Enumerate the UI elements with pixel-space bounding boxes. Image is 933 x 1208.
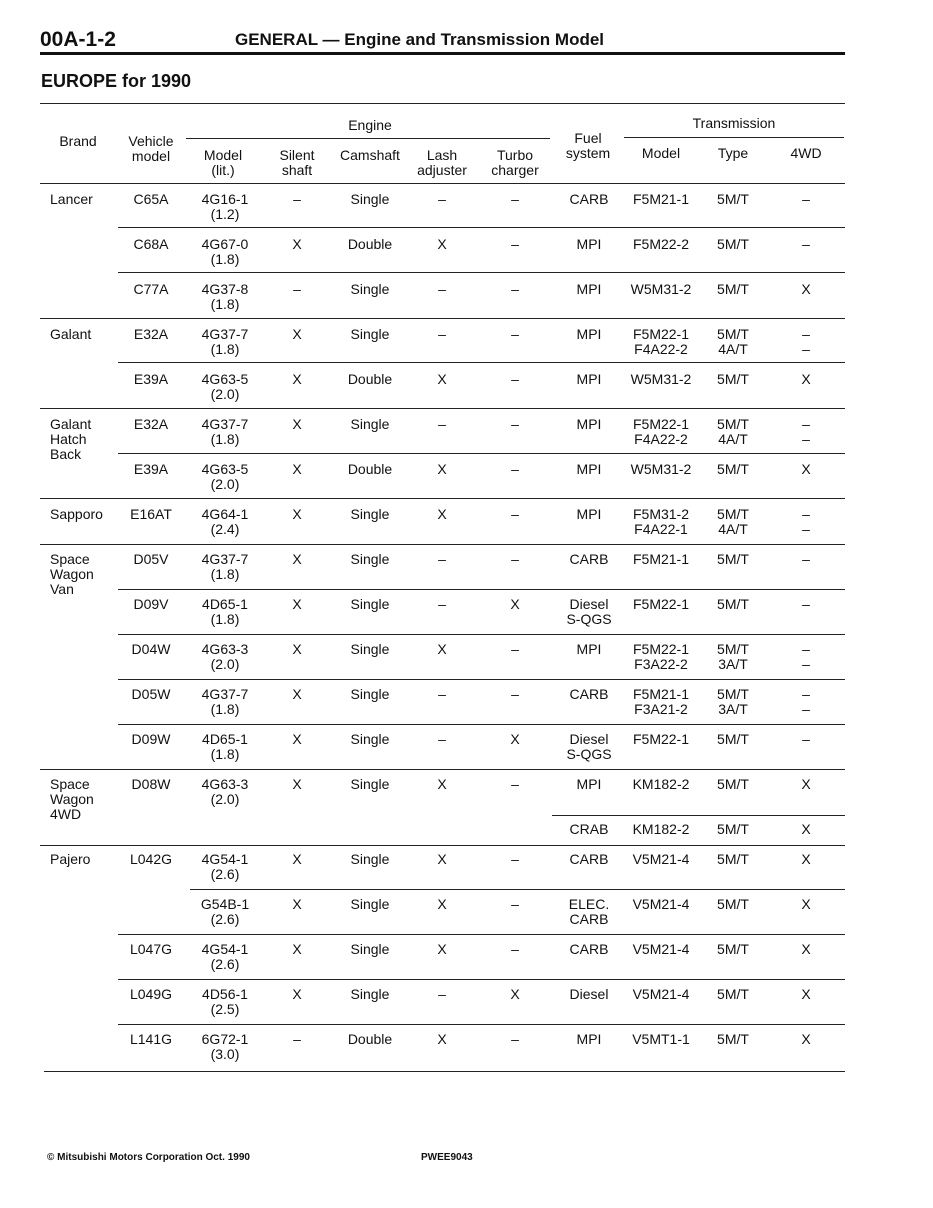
cell-silent-shaft: X <box>292 551 302 567</box>
cell-lash-adjuster: – <box>438 551 446 567</box>
cell-lash-adjuster: X <box>437 506 447 522</box>
row-separator <box>118 634 845 635</box>
cell-lash-adjuster: X <box>437 461 447 477</box>
header-vehicle-model: Vehicle model <box>128 133 174 164</box>
section-title: EUROPE for 1990 <box>41 71 192 91</box>
cell-turbo-charger: – <box>511 941 519 957</box>
cell-vehicle-model: D05W <box>131 686 171 702</box>
cell-4wd: X <box>801 281 811 297</box>
header-trans-type: Type <box>717 145 749 161</box>
cell-fuel-system: MPI <box>576 1031 602 1047</box>
cell-trans-type: 5M/T 4A/T <box>717 326 749 357</box>
cell-turbo-charger: X <box>510 596 520 612</box>
header-rule <box>40 52 845 55</box>
cell-silent-shaft: X <box>292 371 302 387</box>
cell-trans-model: F5M21-1 <box>632 551 690 567</box>
cell-trans-type: 5M/T <box>717 851 749 867</box>
cell-vehicle-model: C68A <box>133 236 169 252</box>
cell-4wd: – – <box>802 326 810 357</box>
cell-brand: Space Wagon Van <box>50 551 94 597</box>
cell-4wd: X <box>801 371 811 387</box>
cell-camshaft: Single <box>350 851 390 867</box>
cell-brand: Galant Hatch Back <box>50 416 92 462</box>
cell-trans-model: F5M22-1 <box>632 731 690 747</box>
cell-engine-model: 4G63-3 (2.0) <box>201 641 249 672</box>
cell-4wd: X <box>801 461 811 477</box>
row-separator <box>118 272 845 273</box>
cell-fuel-system: ELEC. CARB <box>568 896 610 927</box>
cell-fuel-system: MPI <box>576 506 602 522</box>
cell-trans-type: 5M/T 3A/T <box>717 641 749 672</box>
cell-silent-shaft: X <box>292 596 302 612</box>
header-silent-shaft: Silent shaft <box>279 147 315 178</box>
cell-camshaft: Single <box>350 191 390 207</box>
cell-fuel-system: MPI <box>576 776 602 792</box>
table-top-rule <box>40 103 845 104</box>
cell-4wd: X <box>801 821 811 837</box>
cell-lash-adjuster: – <box>438 596 446 612</box>
cell-camshaft: Single <box>350 326 390 342</box>
cell-camshaft: Double <box>347 371 393 387</box>
row-separator <box>40 845 845 846</box>
cell-trans-type: 5M/T <box>717 281 749 297</box>
cell-4wd: – – <box>802 506 810 537</box>
cell-trans-model: W5M31-2 <box>630 461 692 477</box>
row-separator <box>118 979 845 980</box>
cell-lash-adjuster: – <box>438 986 446 1002</box>
cell-engine-model: 4G37-7 (1.8) <box>201 326 249 357</box>
cell-4wd: X <box>801 851 811 867</box>
cell-silent-shaft: X <box>292 506 302 522</box>
cell-turbo-charger: X <box>510 986 520 1002</box>
cell-silent-shaft: X <box>292 896 302 912</box>
cell-camshaft: Single <box>350 776 390 792</box>
cell-4wd: – <box>802 551 810 567</box>
cell-lash-adjuster: – <box>438 686 446 702</box>
cell-turbo-charger: – <box>511 326 519 342</box>
cell-vehicle-model: D04W <box>131 641 171 657</box>
cell-silent-shaft: X <box>292 686 302 702</box>
row-separator <box>118 362 845 363</box>
cell-fuel-system: CRAB <box>569 821 609 837</box>
cell-vehicle-model: D08W <box>131 776 171 792</box>
cell-engine-model: 4G54-1 (2.6) <box>201 851 249 882</box>
cell-brand: Space Wagon 4WD <box>50 776 94 822</box>
cell-lash-adjuster: X <box>437 941 447 957</box>
cell-vehicle-model: E32A <box>133 326 169 342</box>
cell-turbo-charger: – <box>511 506 519 522</box>
cell-4wd: X <box>801 986 811 1002</box>
cell-camshaft: Double <box>347 236 393 252</box>
cell-silent-shaft: X <box>292 986 302 1002</box>
row-separator <box>118 1024 845 1025</box>
row-separator <box>118 934 845 935</box>
cell-camshaft: Single <box>350 641 390 657</box>
cell-engine-model: 6G72-1 (3.0) <box>201 1031 249 1062</box>
row-separator <box>40 769 845 770</box>
cell-turbo-charger: – <box>511 371 519 387</box>
cell-trans-type: 5M/T 4A/T <box>717 506 749 537</box>
cell-turbo-charger: – <box>511 776 519 792</box>
header-trans-model: Model <box>641 145 681 161</box>
cell-camshaft: Single <box>350 506 390 522</box>
cell-lash-adjuster: X <box>437 236 447 252</box>
cell-trans-model: V5M21-4 <box>632 941 690 957</box>
cell-trans-model: F5M22-2 <box>632 236 690 252</box>
cell-turbo-charger: – <box>511 551 519 567</box>
header-fuel-system: Fuel system <box>565 130 611 161</box>
cell-silent-shaft: X <box>292 236 302 252</box>
cell-engine-model: 4G37-7 (1.8) <box>201 686 249 717</box>
page-header <box>40 28 845 52</box>
cell-camshaft: Single <box>350 731 390 747</box>
row-separator <box>118 724 845 725</box>
cell-fuel-system: Diesel S-QGS <box>566 596 612 627</box>
row-separator <box>190 889 845 890</box>
row-separator <box>40 408 845 409</box>
cell-trans-type: 5M/T <box>717 821 749 837</box>
cell-turbo-charger: – <box>511 236 519 252</box>
cell-trans-model: V5MT1-1 <box>632 1031 690 1047</box>
cell-turbo-charger: – <box>511 641 519 657</box>
cell-4wd: X <box>801 941 811 957</box>
header-camshaft: Camshaft <box>340 147 400 163</box>
cell-lash-adjuster: – <box>438 731 446 747</box>
cell-turbo-charger: – <box>511 191 519 207</box>
cell-camshaft: Single <box>350 281 390 297</box>
cell-trans-type: 5M/T <box>717 236 749 252</box>
cell-vehicle-model: L049G <box>129 986 173 1002</box>
cell-engine-model: 4D65-1 (1.8) <box>202 731 248 762</box>
cell-silent-shaft: – <box>293 1031 301 1047</box>
cell-lash-adjuster: – <box>438 191 446 207</box>
cell-engine-model: 4G16-1 (1.2) <box>201 191 249 222</box>
cell-turbo-charger: – <box>511 281 519 297</box>
header-4wd: 4WD <box>790 145 822 161</box>
cell-camshaft: Single <box>350 941 390 957</box>
cell-turbo-charger: X <box>510 731 520 747</box>
cell-silent-shaft: X <box>292 851 302 867</box>
cell-trans-model: F5M22-1 F4A22-2 <box>632 326 690 357</box>
cell-trans-type: 5M/T <box>717 941 749 957</box>
cell-vehicle-model: L047G <box>129 941 173 957</box>
cell-trans-type: 5M/T <box>717 896 749 912</box>
cell-turbo-charger: – <box>511 851 519 867</box>
cell-trans-type: 5M/T <box>717 371 749 387</box>
cell-vehicle-model: C65A <box>133 191 169 207</box>
row-separator <box>118 453 845 454</box>
cell-4wd: – – <box>802 416 810 447</box>
cell-trans-type: 5M/T <box>717 461 749 477</box>
cell-fuel-system: MPI <box>576 641 602 657</box>
header-brand: Brand <box>59 133 97 149</box>
cell-engine-model: 4G54-1 (2.6) <box>201 941 249 972</box>
cell-vehicle-model: E39A <box>133 371 169 387</box>
cell-vehicle-model: E39A <box>133 461 169 477</box>
cell-brand: Pajero <box>50 851 91 867</box>
cell-4wd: – – <box>802 686 810 717</box>
header-bottom-rule <box>40 183 845 184</box>
cell-trans-model: F5M22-1 F4A22-2 <box>632 416 690 447</box>
cell-camshaft: Double <box>347 461 393 477</box>
row-separator <box>552 815 845 816</box>
cell-engine-model: 4G37-8 (1.8) <box>201 281 249 312</box>
cell-trans-type: 5M/T <box>717 731 749 747</box>
page-number: 00A-1-2 <box>40 28 116 51</box>
footer-code: PWEE9043 <box>421 1152 473 1163</box>
cell-trans-model: V5M21-4 <box>632 896 690 912</box>
cell-trans-model: F5M22-1 <box>632 596 690 612</box>
cell-brand: Lancer <box>50 191 93 207</box>
cell-fuel-system: CARB <box>569 551 609 567</box>
cell-fuel-system: MPI <box>576 326 602 342</box>
cell-4wd: X <box>801 776 811 792</box>
cell-camshaft: Double <box>347 1031 393 1047</box>
cell-fuel-system: CARB <box>569 941 609 957</box>
cell-lash-adjuster: X <box>437 641 447 657</box>
footer-copyright: © Mitsubishi Motors Corporation Oct. 1990 <box>47 1152 250 1163</box>
cell-silent-shaft: X <box>292 776 302 792</box>
transmission-group-rule <box>624 137 844 138</box>
cell-engine-model: 4G37-7 (1.8) <box>201 416 249 447</box>
cell-trans-model: F5M21-1 F3A21-2 <box>632 686 690 717</box>
cell-4wd: X <box>801 1031 811 1047</box>
cell-brand: Sapporo <box>50 506 103 522</box>
cell-engine-model: 4G63-5 (2.0) <box>201 371 249 402</box>
cell-lash-adjuster: – <box>438 416 446 432</box>
cell-4wd: – <box>802 191 810 207</box>
cell-engine-model: 4G63-5 (2.0) <box>201 461 249 492</box>
header-engine-model: Model (lit.) <box>203 147 243 178</box>
cell-vehicle-model: D09W <box>131 731 171 747</box>
cell-fuel-system: CARB <box>569 686 609 702</box>
engine-group-rule <box>186 138 550 139</box>
cell-trans-model: W5M31-2 <box>630 281 692 297</box>
cell-vehicle-model: D05V <box>133 551 169 567</box>
header-lash-adjuster: Lash adjuster <box>417 147 467 178</box>
cell-vehicle-model: E16AT <box>130 506 172 522</box>
cell-engine-model: 4G37-7 (1.8) <box>201 551 249 582</box>
row-separator <box>40 544 845 545</box>
cell-trans-type: 5M/T 3A/T <box>717 686 749 717</box>
cell-trans-model: F5M31-2 F4A22-1 <box>632 506 690 537</box>
cell-vehicle-model: E32A <box>133 416 169 432</box>
cell-trans-type: 5M/T <box>717 776 749 792</box>
cell-brand: Galant <box>50 326 92 342</box>
cell-trans-type: 5M/T <box>717 986 749 1002</box>
cell-fuel-system: MPI <box>576 371 602 387</box>
cell-fuel-system: Diesel <box>569 986 609 1002</box>
header-transmission: Transmission <box>692 115 776 131</box>
row-separator <box>44 1071 845 1072</box>
cell-turbo-charger: – <box>511 896 519 912</box>
header-engine: Engine <box>348 117 392 133</box>
cell-lash-adjuster: – <box>438 281 446 297</box>
cell-4wd: X <box>801 896 811 912</box>
cell-fuel-system: MPI <box>576 416 602 432</box>
cell-turbo-charger: – <box>511 686 519 702</box>
cell-trans-type: 5M/T 4A/T <box>717 416 749 447</box>
cell-camshaft: Single <box>350 551 390 567</box>
cell-camshaft: Single <box>350 686 390 702</box>
cell-trans-type: 5M/T <box>717 551 749 567</box>
cell-fuel-system: CARB <box>569 191 609 207</box>
cell-camshaft: Single <box>350 596 390 612</box>
row-separator <box>118 589 845 590</box>
cell-lash-adjuster: X <box>437 371 447 387</box>
cell-fuel-system: MPI <box>576 461 602 477</box>
cell-silent-shaft: X <box>292 326 302 342</box>
cell-engine-model: G54B-1 (2.6) <box>200 896 250 927</box>
cell-trans-type: 5M/T <box>717 1031 749 1047</box>
cell-silent-shaft: – <box>293 281 301 297</box>
cell-lash-adjuster: X <box>437 851 447 867</box>
cell-lash-adjuster: X <box>437 776 447 792</box>
cell-turbo-charger: – <box>511 461 519 477</box>
cell-silent-shaft: X <box>292 641 302 657</box>
cell-fuel-system: CARB <box>569 851 609 867</box>
cell-lash-adjuster: X <box>437 896 447 912</box>
row-separator <box>118 679 845 680</box>
cell-4wd: – – <box>802 641 810 672</box>
cell-camshaft: Single <box>350 896 390 912</box>
cell-4wd: – <box>802 731 810 747</box>
cell-trans-model: V5M21-4 <box>632 986 690 1002</box>
cell-engine-model: 4G63-3 (2.0) <box>201 776 249 807</box>
cell-trans-model: F5M21-1 <box>632 191 690 207</box>
cell-engine-model: 4D65-1 (1.8) <box>202 596 248 627</box>
cell-fuel-system: MPI <box>576 236 602 252</box>
header-turbo-charger: Turbo charger <box>491 147 539 178</box>
cell-engine-model: 4G67-0 (1.8) <box>201 236 249 267</box>
cell-4wd: – <box>802 236 810 252</box>
cell-trans-type: 5M/T <box>717 596 749 612</box>
cell-vehicle-model: L141G <box>129 1031 173 1047</box>
cell-silent-shaft: X <box>292 416 302 432</box>
cell-turbo-charger: – <box>511 416 519 432</box>
cell-vehicle-model: D09V <box>133 596 169 612</box>
cell-trans-model: W5M31-2 <box>630 371 692 387</box>
cell-trans-model: KM182-2 <box>632 776 690 792</box>
page-title: GENERAL — Engine and Transmission Model <box>235 30 605 49</box>
cell-lash-adjuster: – <box>438 326 446 342</box>
cell-fuel-system: MPI <box>576 281 602 297</box>
cell-fuel-system: Diesel S-QGS <box>566 731 612 762</box>
cell-4wd: – <box>802 596 810 612</box>
cell-trans-model: KM182-2 <box>632 821 690 837</box>
cell-vehicle-model: C77A <box>133 281 169 297</box>
cell-trans-model: F5M22-1 F3A22-2 <box>632 641 690 672</box>
cell-silent-shaft: X <box>292 941 302 957</box>
row-separator <box>40 498 845 499</box>
cell-camshaft: Single <box>350 986 390 1002</box>
cell-silent-shaft: X <box>292 461 302 477</box>
cell-trans-type: 5M/T <box>717 191 749 207</box>
cell-turbo-charger: – <box>511 1031 519 1047</box>
cell-silent-shaft: X <box>292 731 302 747</box>
cell-silent-shaft: – <box>293 191 301 207</box>
cell-engine-model: 4D56-1 (2.5) <box>202 986 248 1017</box>
cell-engine-model: 4G64-1 (2.4) <box>201 506 249 537</box>
cell-trans-model: V5M21-4 <box>632 851 690 867</box>
row-separator <box>40 318 845 319</box>
cell-lash-adjuster: X <box>437 1031 447 1047</box>
cell-camshaft: Single <box>350 416 390 432</box>
cell-vehicle-model: L042G <box>129 851 173 867</box>
row-separator <box>118 227 845 228</box>
